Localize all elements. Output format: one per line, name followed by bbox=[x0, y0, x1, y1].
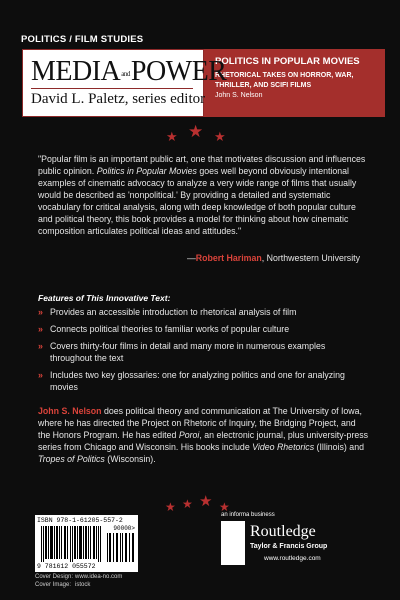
list-item: » Provides an accessible introduction to rhetorical analysis of film bbox=[38, 307, 297, 317]
logo-divider bbox=[31, 88, 193, 89]
publisher-name: Routledge bbox=[250, 523, 316, 540]
star-icon: ★ bbox=[219, 500, 230, 514]
star-icon: ★ bbox=[214, 129, 226, 144]
series-logo-text: MEDIAandPOWER bbox=[31, 56, 227, 87]
chevron-double-right-icon: » bbox=[38, 370, 43, 380]
routledge-logo-icon bbox=[221, 521, 245, 565]
media-and-power-logo bbox=[22, 49, 227, 117]
book-title-block bbox=[204, 49, 385, 117]
endorsement-quote: "Popular film is an important public art, one that motivates discussion and influences public opinion. Politics in Popular Movies goes well beyond obviously intentional examples of cinematic advocacy to analyze a very wide range of films that usually would be described as 'nonpolitical.' By providing a detailed and systematic vocabulary for critical analysis, along with deep knowledge of both popular culture and political theory, this book provides a model for thinking about how cinematic composition articulates political ideas and attitudes." bbox=[38, 154, 366, 236]
star-icon: ★ bbox=[165, 500, 176, 514]
cover-credits bbox=[35, 573, 122, 589]
author-name: John S. Nelson bbox=[38, 406, 102, 416]
cover-image-credit: Cover Image: istock bbox=[35, 582, 91, 588]
book-subtitle: RHETORICAL TAKES ON HORROR, WAR, THRILLER, AND SCIFI FILMS bbox=[215, 72, 354, 89]
cover-design-credit: Cover Design: www.idea-no.com bbox=[35, 574, 123, 580]
features-list bbox=[38, 306, 368, 398]
isbn: ISBN 978-1-61205-557-2 bbox=[37, 517, 123, 524]
endorser-name: Robert Hariman bbox=[195, 253, 262, 263]
informa-label: an informa business bbox=[221, 512, 275, 518]
category-label: POLITICS / FILM STUDIES bbox=[21, 34, 144, 45]
series-banner bbox=[22, 49, 385, 117]
stars-ornament-top bbox=[166, 123, 236, 145]
list-item: » Connects political theories to familiar works of popular culture bbox=[38, 324, 290, 334]
barcode-number: 9 781612 055572 bbox=[37, 563, 96, 570]
features-heading: Features of This Innovative Text: bbox=[38, 293, 171, 303]
barcode-bars-icon bbox=[41, 526, 103, 562]
star-icon: ★ bbox=[188, 122, 204, 141]
list-item: » Includes two key glossaries: one for analyzing politics and one for analyzing movies bbox=[38, 370, 345, 392]
star-icon: ★ bbox=[182, 497, 193, 511]
book-title: POLITICS IN POPULAR MOVIES bbox=[215, 56, 360, 67]
publisher-url: www.routledge.com bbox=[264, 555, 321, 562]
barcode-addon-icon bbox=[107, 533, 135, 562]
publisher-group: Taylor & Francis Group bbox=[250, 543, 328, 550]
barcode bbox=[35, 515, 138, 572]
series-editor: David L. Paletz, series editor bbox=[31, 91, 206, 107]
quote-attribution: —Robert Hariman, Northwestern University bbox=[186, 253, 360, 263]
chevron-double-right-icon: » bbox=[38, 324, 43, 334]
book-author: John S. Nelson bbox=[215, 92, 263, 99]
star-icon: ★ bbox=[199, 493, 213, 510]
price-code: 90000> bbox=[113, 525, 135, 532]
chevron-double-right-icon: » bbox=[38, 307, 43, 317]
chevron-double-right-icon: » bbox=[38, 341, 43, 351]
list-item: » Covers thirty-four films in detail and many more in numerous examples throughout the text bbox=[38, 341, 326, 363]
star-icon: ★ bbox=[166, 129, 178, 144]
author-bio: John S. Nelson does political theory and communication at The University of Iowa, where he has directed the Project on Rhetoric of Inquiry, the Bridging Project, and the Honors Program. He has edited Poroi, an electronic journal, plus university-press series from Chicago and Wisconsin. His books include Video Rhetorics (Illinois) and Tropes of Politics (Wisconsin). bbox=[38, 406, 369, 464]
